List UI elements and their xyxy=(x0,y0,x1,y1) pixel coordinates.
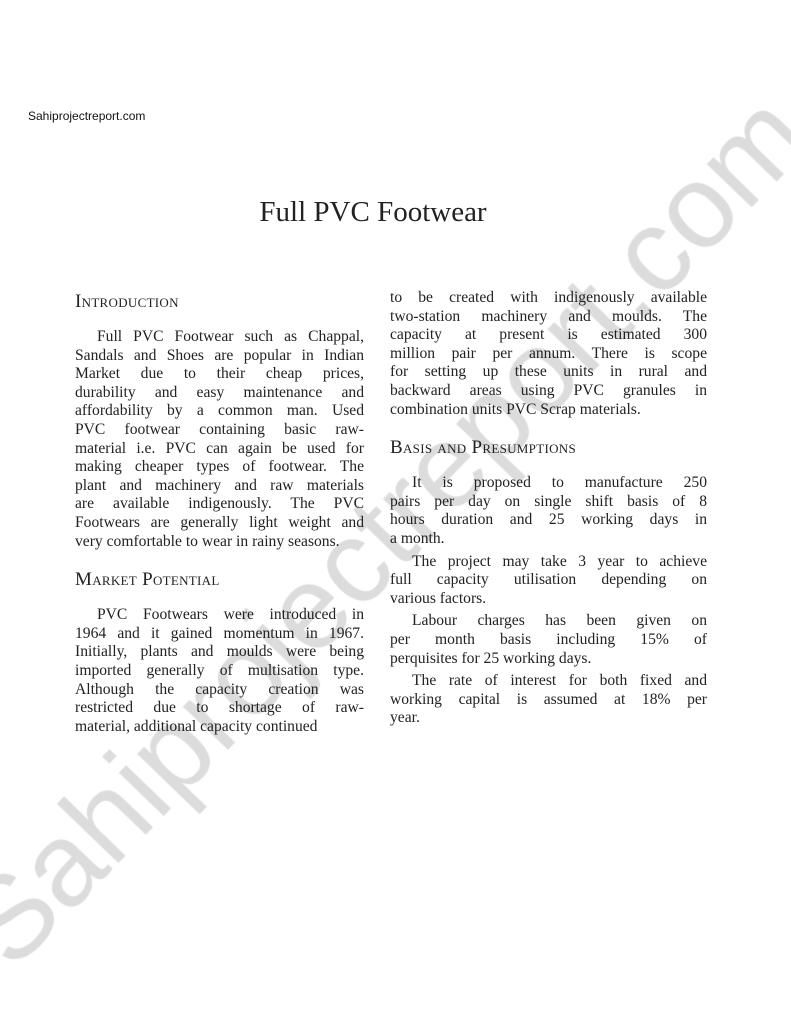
paragraph xyxy=(75,606,364,736)
paragraph xyxy=(75,328,364,551)
text-line: making cheaper types of footwear. The xyxy=(75,458,364,476)
section-heading: Basis and Presumptions xyxy=(390,437,576,459)
site-name: Sahiprojectreport.com xyxy=(28,109,146,123)
paragraph xyxy=(390,289,707,419)
text-line: Market due to their cheap prices, xyxy=(75,365,364,383)
text-line: backward areas using PVC granules in xyxy=(390,381,707,399)
spacer xyxy=(75,555,364,568)
text-line: year. xyxy=(390,709,420,727)
paragraph xyxy=(390,553,707,609)
paragraph xyxy=(390,474,707,548)
text-line: restricted due to shortage of raw- xyxy=(75,699,364,717)
spacer xyxy=(75,740,364,753)
text-line: Full PVC Footwear such as Chappal, xyxy=(97,328,364,345)
text-line: plant and machinery and raw materials xyxy=(75,476,364,494)
text-line: full capacity utilisation depending on xyxy=(390,571,707,589)
text-line: PVC Footwears were introduced in xyxy=(97,606,364,624)
text-line: Sandals and Shoes are popular in Indian xyxy=(75,346,364,364)
text-line: very comfortable to wear in rainy seasons. xyxy=(75,532,340,550)
text-line: perquisites for 25 working days. xyxy=(390,649,592,667)
text-line: PVC footwear containing basic raw- xyxy=(75,420,364,438)
text-line: It is proposed to manufacture 250 xyxy=(412,474,707,492)
text-line: to be created with indigenously available xyxy=(390,289,707,306)
spacer xyxy=(390,732,707,745)
text-line: combination units PVC Scrap materials. xyxy=(390,400,641,418)
paragraph xyxy=(390,672,707,728)
left-column xyxy=(75,290,364,753)
text-line: million pair per annum. There is scope xyxy=(390,344,707,362)
text-line: material i.e. PVC can again be used for xyxy=(75,439,364,457)
spacer xyxy=(390,423,707,436)
text-line: Although the capacity creation was xyxy=(75,680,364,698)
text-line: for setting up these units in rural and xyxy=(390,363,707,381)
text-line: durability and easy maintenance and xyxy=(75,383,364,401)
text-line: material, additional capacity continued xyxy=(75,717,318,735)
right-column xyxy=(390,289,707,745)
text-line: various factors. xyxy=(390,589,487,607)
text-line: capacity at present is estimated 300 xyxy=(390,326,707,344)
text-line: The rate of interest for both fixed and xyxy=(412,672,707,690)
text-line: pairs per day on single shift basis of 8 xyxy=(390,492,707,510)
text-line: working capital is assumed at 18% per xyxy=(390,690,707,708)
text-line: affordability by a common man. Used xyxy=(75,402,364,420)
text-line: two-station machinery and moulds. The xyxy=(390,307,707,325)
text-line: Labour charges has been given on xyxy=(412,612,707,630)
text-line: Footwears are generally light weight and xyxy=(75,513,364,531)
text-line: a month. xyxy=(390,529,445,547)
section-heading: Introduction xyxy=(75,291,179,312)
text-line: are available indigenously. The PVC xyxy=(75,495,364,513)
text-line: 1964 and it gained momentum in 1967. xyxy=(75,624,364,642)
text-line: imported generally of multisation type. xyxy=(75,661,364,679)
section-heading: Market Potential xyxy=(75,569,220,591)
text-line: per month basis including 15% of xyxy=(390,630,707,648)
page-title: Full PVC Footwear xyxy=(259,196,487,228)
text-line: Initially, plants and moulds were being xyxy=(75,643,364,661)
text-line: hours duration and 25 working days in xyxy=(390,511,707,529)
paragraph xyxy=(390,612,707,668)
text-line: The project may take 3 year to achieve xyxy=(412,552,707,570)
